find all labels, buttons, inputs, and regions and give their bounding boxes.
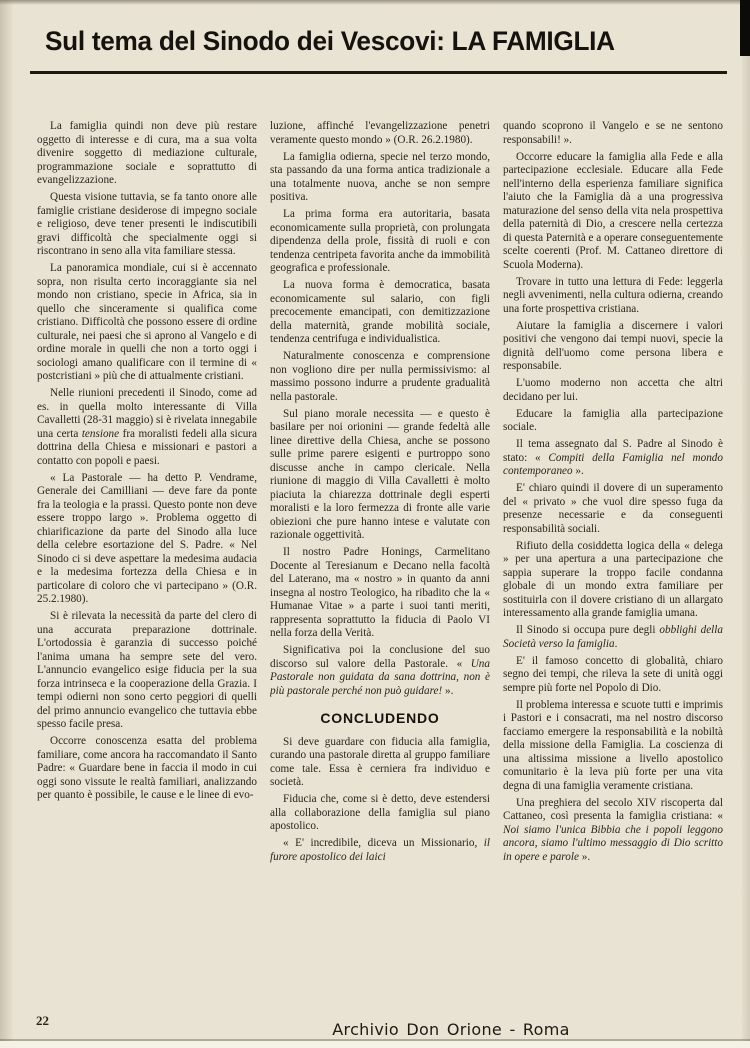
paragraph <box>37 387 257 468</box>
paragraph <box>503 408 723 435</box>
text-run: ». <box>578 850 591 863</box>
text-run: E' chiaro quindi il dovere di un superamento del « privato » che vuol dire spesso fuga da presenze necessarie e da conseguenti responsabilità sociali. <box>503 482 723 535</box>
text-run: Significativa poi la conclusione del suo discorso sul valore della Pastorale. « <box>270 644 490 670</box>
text-run: Educare la famiglia alla partecipazione sociale. <box>503 407 723 433</box>
text-run: il furore apostolico dei laici <box>270 837 490 863</box>
text-run: . <box>614 637 618 650</box>
text-run: Occorre educare la famiglia alla Fede e alla partecipazione ecclesiale. Educare alla Fede nell'interno della esperienza familiare significa l'aiuto che la Famiglia dà a una progressiva maturazione del senso della vita nela prospettiva della paternità di Dio, a crescere nella certezza di questa Paternità e a operare conseguentemente scelte coerenti (Prof. M. Cattaneo direttore di Scuola Moderna). <box>503 150 723 271</box>
paragraph <box>270 793 490 834</box>
text-run: Aiutare la famiglia a discernere i valori positivi che vengono dai tempi nuovi, specie la dignità dell'uomo come persona libera e responsabile. <box>503 319 723 372</box>
paragraph <box>503 377 723 404</box>
paragraph <box>270 736 490 790</box>
paragraph <box>503 438 723 479</box>
paragraph <box>37 262 257 384</box>
text-run: Il nostro Padre Honings, Carmelitano Docente al Teresianum e Decano nella facoltà del Laterano, ma « nostro » in quanto da anni insegna al nostro Teologico, ha ribadito che la « Humanae Vitae » a parte i suoi tanti meriti, rappresenta soprattutto la fiducia di Paolo VI nella forza della Verità. <box>270 546 490 639</box>
text-run: La panoramica mondiale, cui si è accennato sopra, non risulta certo incoraggiante sia nel mondo non cristiano, specie in Africa, sia in quello che sinceramente si qualifica come cristiano. Difficoltà che possono essere di ordine culturale, nei paesi che si aprono al Vangelo e di ordine morale in quelli che non a torto oggi i sociologi amano qualificare con il termine di « postcristiani » più che di attualmente cristiani. <box>37 262 257 382</box>
paragraph <box>503 699 723 794</box>
text-run: Si è rilevata la necessità da parte del clero di una accurata preparazione dottrinale. L'ortodossia è garanzia di successo poiché l'anima umana ha sempre sete del vero. L'annuncio evangelico esige fiducia per la sua forza intrinseca e la cooperazione della Grazia. I tempi odierni non sono certo peggiori di quelli del primo annuncio evangelico che tuttavia ebbe spesso facile presa. <box>37 610 257 730</box>
text-run: ». <box>442 684 454 697</box>
paragraph <box>270 151 490 205</box>
text-run: Noi siamo l'unica Bibbia che i popoli leggono ancora, siamo l'ultimo messaggio di Dio scritto in opere e parole <box>503 823 723 863</box>
section-heading: CONCLUDENDO <box>320 710 440 726</box>
text-run: Trovare in tutto una lettura di Fede: leggerla negli avvenimenti, nella cultura odierna, creando una forte prospettiva cristiana. <box>503 275 723 315</box>
text-run: tensione <box>81 427 120 440</box>
text-run: La famiglia quindi non deve più restare oggetto di interesse e di cura, ma a sua volta divenire soggetto di mediazione culturale, programmazione sociale e soprattutto di evangelizzazione. <box>37 120 257 186</box>
archive-stamp: Archivio Don Orione - Roma <box>332 1020 570 1039</box>
paragraph <box>503 624 723 651</box>
text-run: Questa visione tuttavia, se fa tanto onore alle famiglie cristiane desiderose di impegno sociale e religioso, deve tener presenti le indiscutibili gravi difficoltà che specialmente oggi si riscontrano in seno alla vita familiare stessa. <box>37 191 257 257</box>
paragraph <box>270 350 490 404</box>
text-run: Il Sinodo si occupa pure degli <box>516 624 660 636</box>
paragraph <box>503 540 723 621</box>
paragraph <box>37 735 257 803</box>
text-run: Fiducia che, come si è detto, deve estendersi alla collaborazione della famiglia sul piano apostolico. <box>270 793 490 832</box>
text-run: La prima forma era autoritaria, basata economicamente sulla proprietà, con prolungata dipendenza della prole, fissità di ruoli e con tendenza centripeta favorita anche da immobilità geografica e professionale. <box>270 208 490 274</box>
text-run: ». <box>572 465 584 477</box>
text-run: La nuova forma è democratica, basata economicamente sul salario, con figli precocemente emancipati, con demitizzazione della maternità, grande mobilità sociale, tendenza centrifuga e individualistica. <box>270 279 490 345</box>
text-run: Una Pastorale non guidata da sana dottrina, non è più pastorale perché non può guidare! <box>270 657 490 697</box>
text-run: « La Pastorale — ha detto P. Vendrame, Generale dei Camilliani — deve fare da ponte fra la teologia e la prassi. Questo ponte non deve essere troppo largo ». Problema oggetto di chiarificazione da parte del Sinodo alla luce della celebre esortazione del S. Padre. « Nel Sinodo ci si deve aspettare la medesima audacia e la medesima fortezza della Chiesa e in particolare di coloro che vi partecipano » (O.R. 25.2.1980). <box>37 471 257 605</box>
text-run: E' il famoso concetto di globalità, chiaro segno dei tempi, che rileva la sete di unità oggi sempre più forte nel Popolo di Dio. <box>503 654 723 694</box>
article-title: Sul tema del Sinodo dei Vescovi: LA FAMIGLIA <box>45 26 615 56</box>
text-run: Occorre conoscenza esatta del problema familiare, come ancora ha raccomandato il Santo Padre: « Guardare bene in faccia il modo in cui oggi sono vissute le realtà familiari, analizzando per quanto è possibile, le cause e le linee di evo- <box>37 735 257 801</box>
paragraph <box>503 655 723 696</box>
paragraph <box>503 797 723 865</box>
page-number: 22 <box>36 1013 49 1028</box>
text-run: Naturalmente conoscenza e comprensione non vogliono dire per nulla permissivismo: al massimo possono indurre a prudente gradualità nella pastorale. <box>270 350 490 403</box>
text-run: luzione, affinché l'evangelizzazione penetri veramente questo mondo » (O.R. 26.2.1980). <box>270 120 490 146</box>
paragraph <box>37 191 257 259</box>
text-run: Sul piano morale necessita — e questo è basilare per noi orionini — grande fedeltà alle linee direttive della Chiesa, anche se possono sulle prime parere esigenti e purtroppo sono discusse anche in campo clericale. Nella riunione di maggio di Villa Cavalletti è molto piaciuta la chiarezza dottrinale degli esperti moralisti e la loro fermezza di fronte alle varie obiezioni che pure hanno intese e valutate con razionale oggettività. <box>270 407 490 541</box>
scan-edge-bottom <box>0 1041 750 1048</box>
paragraph <box>270 644 490 698</box>
text-run: Rifiuto della cosiddetta logica della « delega » per una apertura a una partecipazione che sappia superare la troppo facile condanna globale di un mondo extra familiare per sostituirla con il dovere cristiano di un allargato interessamento alla grande famiglia umana. <box>503 539 723 619</box>
text-run: L'uomo moderno non accetta che altri decidano per lui. <box>503 377 723 403</box>
paragraph <box>270 408 490 543</box>
text-run: obblighi della Società verso la famiglia <box>503 624 723 650</box>
text-run: Si deve guardare con fiducia alla famiglia, curando una pastorale diretta al gruppo familiare come tale. Essa è cerniera fra individuo e società. <box>270 735 490 788</box>
paragraph <box>503 482 723 536</box>
column-3 <box>503 120 723 1020</box>
article-columns <box>37 120 724 1020</box>
text-run: Nelle riunioni precedenti il Sinodo, come ad es. in quella molto interessante di Villa Cavalletti (28-31 maggio) si è rivelata innegabile una certa <box>37 387 257 440</box>
scan-edge-corner <box>740 0 750 56</box>
text-run: Una preghiera del secolo XIV riscoperta dal Cattaneo, così presenta la famiglia cristiana: « <box>503 796 723 822</box>
paragraph <box>270 279 490 347</box>
paragraph <box>503 320 723 374</box>
text-run: « E' incredibile, diceva un Missionario, <box>283 837 484 849</box>
column-2 <box>270 120 490 1020</box>
text-run: Compiti della Famiglia nel mondo contemporaneo <box>503 451 723 477</box>
text-run: Il problema interessa e scuote tutti e imprimis i Pastori e i consacrati, ma nel nostro discorso facciamo emergere la responsabilità e la nobiltà della missione della Famiglia. La coscienza di una altissima missione a livello apostolico comunitario è la leva più forte per una vita degna di una famiglia veramente cristiana. <box>503 698 723 792</box>
paragraph <box>503 151 723 273</box>
paragraph <box>37 610 257 732</box>
text-run: La famiglia odierna, specie nel terzo mondo, sta passando da una forma antica tradizionale a una totalmente nuova, anche se non sempre positiva. <box>270 150 490 203</box>
paragraph <box>270 208 490 276</box>
paragraph <box>503 120 723 147</box>
paragraph <box>270 837 490 864</box>
paragraph <box>503 276 723 317</box>
paragraph <box>270 120 490 147</box>
paragraph <box>37 120 257 188</box>
text-run: quando scoprono il Vangelo e se ne sentono responsabili! ». <box>503 120 723 146</box>
paragraph <box>37 472 257 607</box>
paragraph <box>270 546 490 641</box>
title-rule <box>30 71 727 74</box>
text-run: Il tema assegnato dal S. Padre al Sinodo è stato: « <box>503 438 723 464</box>
column-1 <box>37 120 257 1020</box>
text-run: fra moralisti fedeli alla sicura dottrina della Chiesa e missionari e pastori a contatto con popoli e paesi. <box>37 427 257 467</box>
